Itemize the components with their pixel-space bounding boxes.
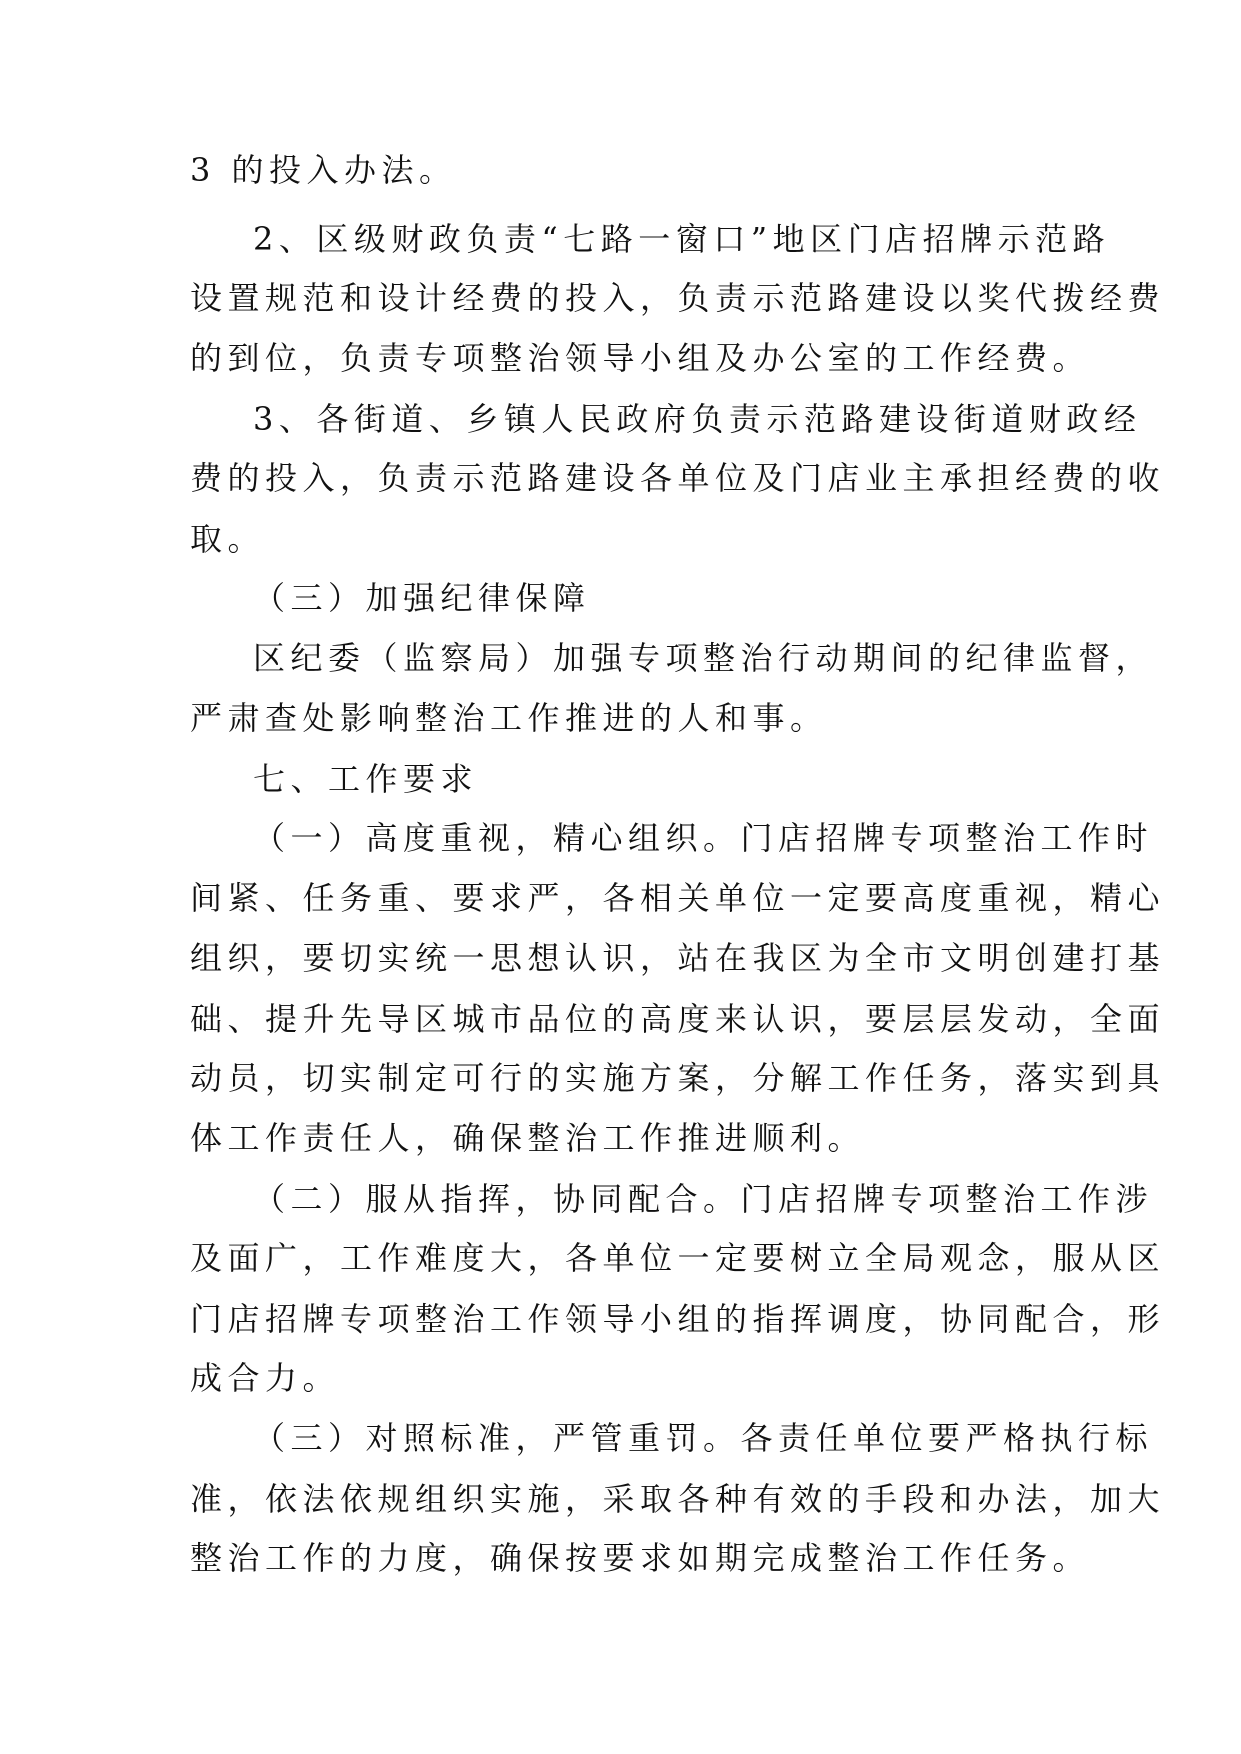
text-line: 及面广，工作难度大，各单位一定要树立全局观念，服从区 bbox=[190, 1239, 1166, 1277]
text-line: 设置规范和设计经费的投入，负责示范路建设以奖代拨经费 bbox=[190, 279, 1166, 317]
text-line: （三）对照标准，严管重罚。各责任单位要严格执行标 bbox=[253, 1419, 1154, 1457]
text-line: 区纪委（监察局）加强专项整治行动期间的纪律监督， bbox=[253, 639, 1154, 677]
text-line: （一）高度重视，精心组织。门店招牌专项整治工作时 bbox=[253, 819, 1154, 857]
text-line: 的到位，负责专项整治领导小组及办公室的工作经费。 bbox=[190, 339, 1091, 377]
text-line: 2、区级财政负责“七路一窗口”地区门店招牌示范路 bbox=[253, 220, 1111, 258]
text-line: 费的投入，负责示范路建设各单位及门店业主承担经费的收 bbox=[190, 459, 1166, 497]
text-line: 组织，要切实统一思想认识，站在我区为全市文明创建打基 bbox=[190, 939, 1166, 977]
text-line: 3 的投入办法。 bbox=[190, 151, 457, 189]
text-line: 整治工作的力度，确保按要求如期完成整治工作任务。 bbox=[190, 1539, 1091, 1577]
text-line: 成合力。 bbox=[190, 1359, 341, 1397]
text-line: 门店招牌专项整治工作领导小组的指挥调度，协同配合，形 bbox=[190, 1300, 1166, 1338]
text-line: 动员，切实制定可行的实施方案，分解工作任务，落实到具 bbox=[190, 1059, 1166, 1097]
text-line: （三）加强纪律保障 bbox=[253, 579, 591, 617]
text-line: 间紧、任务重、要求严，各相关单位一定要高度重视，精心 bbox=[190, 879, 1166, 917]
text-line: 3、各街道、乡镇人民政府负责示范路建设街道财政经 bbox=[253, 400, 1142, 438]
text-line: 七、工作要求 bbox=[253, 760, 479, 798]
text-line: 严肃查处影响整治工作推进的人和事。 bbox=[190, 699, 828, 737]
text-line: 准，依法依规组织实施，采取各种有效的手段和办法，加大 bbox=[190, 1480, 1166, 1518]
text-line: 体工作责任人，确保整治工作推进顺利。 bbox=[190, 1119, 866, 1157]
text-line: 取。 bbox=[190, 520, 266, 558]
text-line: 础、提升先导区城市品位的高度来认识，要层层发动，全面 bbox=[190, 1000, 1166, 1038]
text-line: （二）服从指挥，协同配合。门店招牌专项整治工作涉 bbox=[253, 1180, 1154, 1218]
